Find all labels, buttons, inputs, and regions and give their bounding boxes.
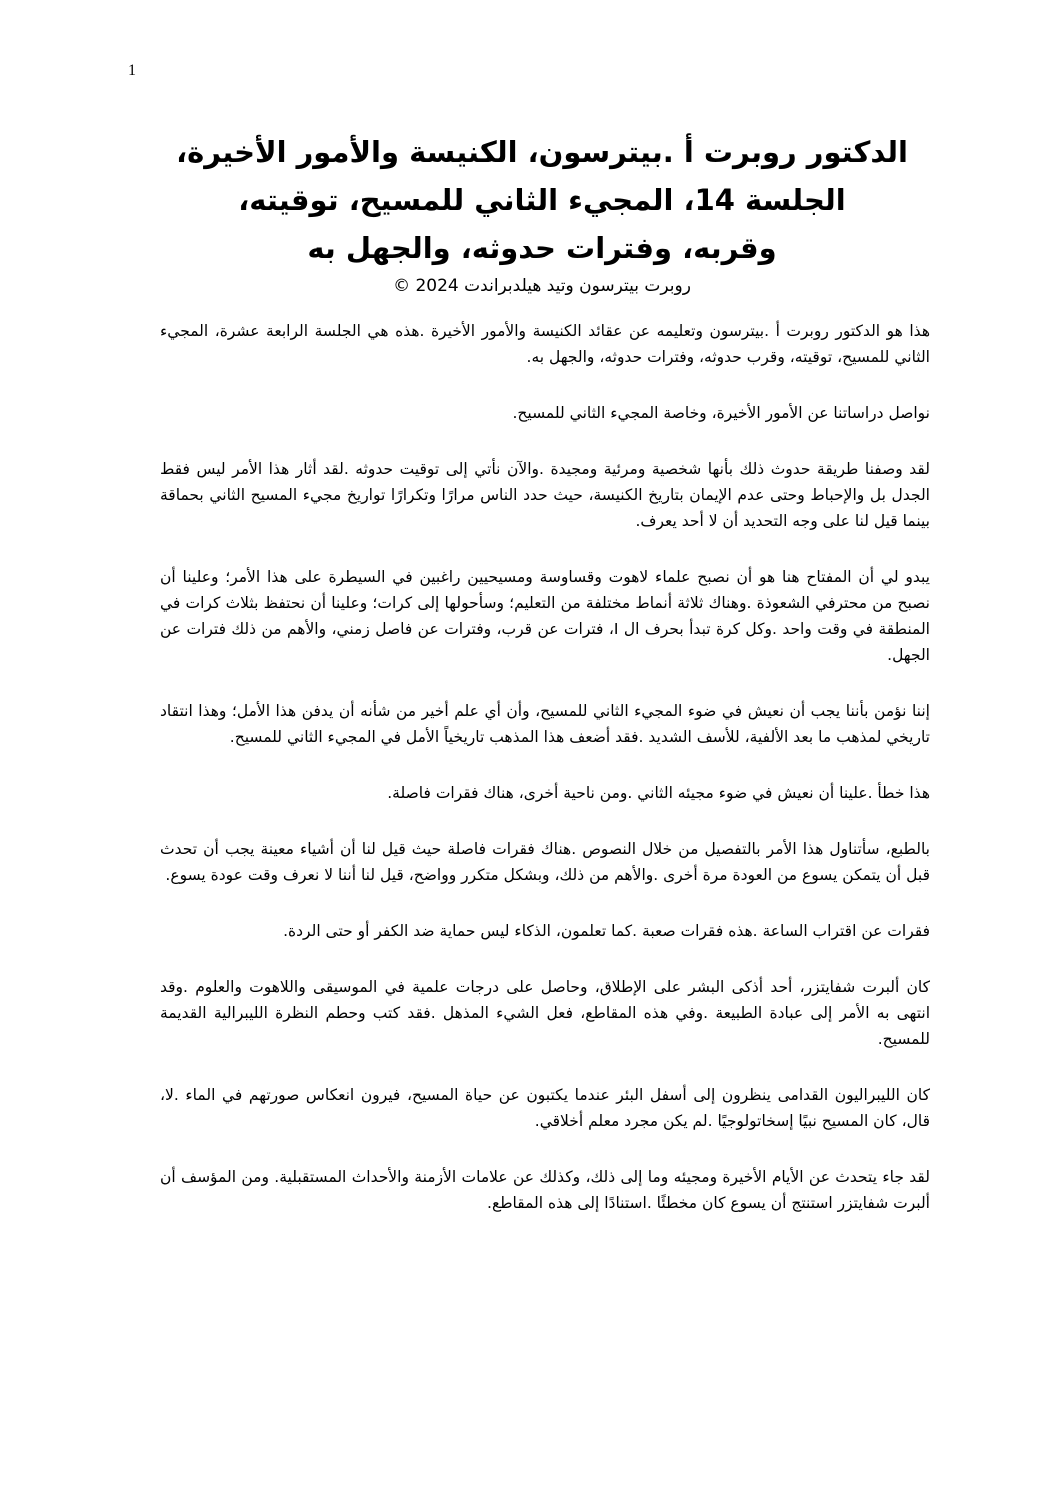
paragraph-11: لقد جاء يتحدث عن الأيام الأخيرة ومجيئه وما إلى ذلك، وكذلك عن علامات الأزمنة والأحداث المستقبلية. ومن المؤسف أن ألبرت شفايتزر استنتج أن يسوع كان مخطئًا .استنادًا إلى هذه المقاطع. <box>160 1168 930 1212</box>
paragraph-3: لقد وصفنا طريقة حدوث ذلك بأنها شخصية ومرئية ومجيدة .والآن نأتي إلى توقيت حدوثه .لقد أثار هذا الأمر ليس فقط الجدل بل والإحباط وحتى عدم الإيمان بتاريخ الكنيسة، حيث حدد الناس مرارًا وتكرارًا تواريخ مجيء المسيح الثاني بحماقة بينما قيل لنا على وجه التحديد أن لا أحد يعرف. <box>160 460 930 530</box>
document-title-line-2: الجلسة 14، المجيء الثاني للمسيح، توقيته، <box>238 183 846 217</box>
paragraph-8: فقرات عن اقتراب الساعة .هذه فقرات صعبة .كما تعلمون، الذكاء ليس حماية ضد الكفر أو حتى الردة. <box>283 922 930 940</box>
body-text <box>160 318 930 1246</box>
paragraph-7: بالطبع، سأتناول هذا الأمر بالتفصيل من خلال النصوص .هناك فقرات فاصلة حيث قيل لنا أن أشياء معينة يجب أن تحدث قبل أن يتمكن يسوع من العودة مرة أخرى .والأهم من ذلك، وبشكل متكرر وواضح، قيل لنا أننا لا نعرف وقت عودة يسوع. <box>160 840 930 884</box>
paragraph-10: كان الليبراليون القدامى ينظرون إلى أسفل البئر عندما يكتبون عن حياة المسيح، فيرون انعكاس صورتهم في الماء .لا، قال، كان المسيح نبيًا إسخاتولوجيًا .لم يكن مجرد معلم أخلاقي. <box>160 1086 930 1130</box>
copyright-notice: روبرت بيترسون وتيد هيلدبراندت 2024 © <box>393 276 691 296</box>
paragraph-2: نواصل دراساتنا عن الأمور الأخيرة، وخاصة المجيء الثاني للمسيح. <box>512 404 930 422</box>
paragraph-4: يبدو لي أن المفتاح هنا هو أن نصبح علماء لاهوت وقساوسة ومسيحيين راغبين في السيطرة على هذا الأمر؛ وعلينا أن نصبح من محترفي الشعوذة .وهناك ثلاثة أنماط مختلفة من التعليم؛ وسأحولها إلى كرات؛ وعلينا أن نحتفظ بثلاث كرات في المنطقة في وقت واحد .وكل كرة تبدأ بحرف ال I، فترات عن قرب، وفترات عن فاصل زمني، والأهم من ذلك فترات عن الجهل. <box>160 568 930 664</box>
document-title-line-1: الدكتور روبرت أ .بيترسون، الكنيسة والأمور الأخيرة، <box>176 135 908 169</box>
paragraph-5: إننا نؤمن بأننا يجب أن نعيش في ضوء المجيء الثاني للمسيح، وأن أي علم أخير من شأنه أن يدفن هذا الأمل؛ وهذا انتقاد تاريخي لمذهب ما بعد الألفية، للأسف الشديد .فقد أضعف هذا المذهب تاريخياً الأمل في المجيء الثاني للمسيح. <box>160 702 930 746</box>
paragraph-6: هذا خطأ .علينا أن نعيش في ضوء مجيئه الثاني .ومن ناحية أخرى، هناك فقرات فاصلة. <box>387 784 930 802</box>
page-number: 1 <box>128 62 136 79</box>
document-title-line-3: وقربه، وفترات حدوثه، والجهل به <box>307 231 777 265</box>
title-block <box>150 128 934 298</box>
paragraph-1: هذا هو الدكتور روبرت أ .بيترسون وتعليمه عن عقائد الكنيسة والأمور الأخيرة .هذه هي الجلسة الرابعة عشرة، المجيء الثاني للمسيح، توقيته، وقرب حدوثه، وفترات حدوثه، والجهل به. <box>160 322 930 366</box>
paragraph-9: كان ألبرت شفايتزر، أحد أذكى البشر على الإطلاق، وحاصل على درجات علمية في الموسيقى واللاهوت والعلوم .وقد انتهى به الأمر إلى عبادة الطبيعة .وفي هذه المقاطع، فعل الشيء المذهل .فقد كتب وحطم النظرة الليبرالية القديمة للمسيح. <box>160 978 930 1048</box>
